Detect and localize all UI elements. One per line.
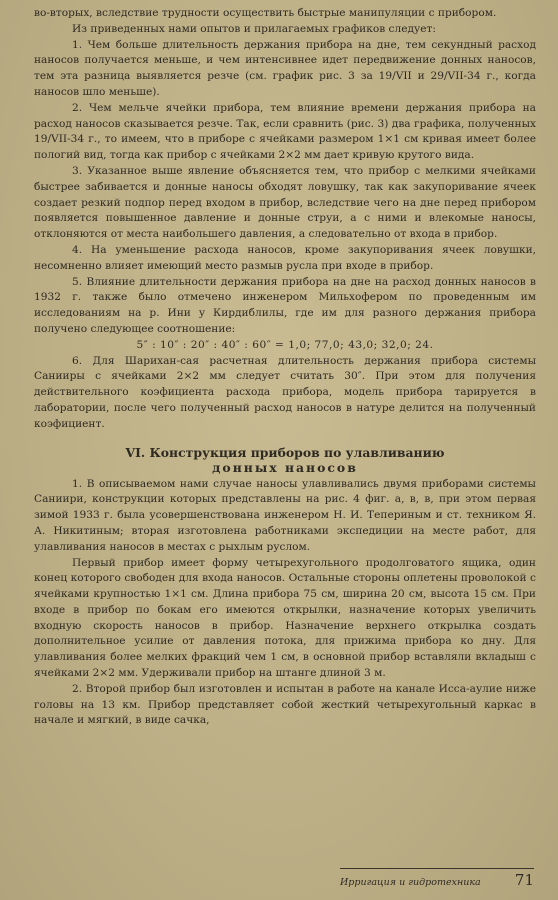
text-paragraph: 5. Влияние длительности держания прибора на дне на расход донных наносов в 1932 г. также было отмечено инженером Мильхофером по проведенным им исследованиям на р. Ини у Кирдиблилы, где им для разного держания прибора получено следующее соотношение: bbox=[34, 275, 536, 335]
text-paragraph: 2. Чем мельче ячейки прибора, тем влияние времени держания прибора на расход наносов сказывается резче. Так, если сравнить (рис. 3) два графика, полученных 19/VII-34 г., то имеем, что в приборе с ячейками размером 1×1 см кривая имеет более пологий вид, тогда как прибор с ячейками 2×2 мм дает кривую крутого вида. bbox=[34, 101, 536, 162]
ratio-formula: 5″ : 10″ : 20″ : 40″ : 60″ = 1,0; 77,0; 43,0; 32,0; 24. bbox=[136, 338, 434, 351]
journal-title: Ирригация и гидротехника bbox=[340, 877, 481, 888]
text-paragraph: Из приведенных нами опытов и прилагаемых графиков следует: bbox=[72, 22, 436, 35]
text-paragraph: 1. Чем больше длительность держания прибора на дне, тем секундный расход наносов получается меньше, и чем интенсивнее идет передвижение донных наносов, тем эта разница выявляется резче (см. график рис. 3 за 19/VII и 29/VII-34 г., когда наносов шло меньше). bbox=[34, 38, 536, 98]
text-paragraph: 4. На уменьшение расхода наносов, кроме закупоривания ячеек ловушки, несомненно влияет имеющий место размыв русла при входе в прибор. bbox=[34, 243, 536, 272]
page-number: 71 bbox=[514, 871, 534, 889]
section-heading bbox=[34, 445, 536, 475]
section-gap bbox=[34, 433, 536, 445]
text-paragraph: 6. Для Шарихан-сая расчетная длительность держания прибора системы Санииры с ячейками 2×2 мм следует считать 30″. При этом для получения действительного коэфициента расхода прибора, модель прибора тарируется в лаборатории, после чего полученный расход наносов в натуре делится на полученный коэфициент. bbox=[34, 354, 536, 430]
page-footer bbox=[340, 868, 534, 889]
section-heading-line1: VI. Конструкция приборов по улавливанию bbox=[125, 444, 445, 460]
text-line: во-вторых, вследствие трудности осуществить быстрые манипуляции с прибором. bbox=[34, 7, 497, 19]
text-paragraph: 3. Указанное выше явление объясняется тем, что прибор с мелкими ячейками быстрее забивается и донные наносы обходят ловушку, так как закупоривание ячеек создает резкий подпор перед входом в прибор, вследствие чего на дне перед прибором появляется повышенное давление и донные струи, а с ними и влекомые наносы, отклоняются от места наибольшего давления, а следовательно от входа в прибор. bbox=[34, 164, 536, 241]
text-paragraph: 2. Второй прибор был изготовлен и испытан в работе на канале Исса-аулие ниже головы на 13 км. Прибор представляет собой жесткий четырехугольный каркас в начале и мягкий, в виде сачка, bbox=[34, 682, 536, 727]
text-paragraph: 1. В описываемом нами случае наносы улавливались двумя приборами системы Саниири, конструкции которых представлены на рис. 4 фиг. а, в, в, при этом первая зимой 1933 г. была усовершенствована инженером Н. И. Тепериным и ст. техником Я. А. Никитиным; вторая изготовлена работниками экспедиции на месте работ, для улавливания наносов в местах с рыхлым руслом. bbox=[34, 477, 536, 553]
text-paragraph: Первый прибор имеет форму четырехугольного продолговатого ящика, один конец которого свободен для входа наносов. Остальные стороны оплетены проволокой с ячейками крупностью 1×1 см. Длина прибора 75 см, ширина 20 см, высота 15 см. При входе в прибор по бокам его имеются открылки, назначение которых увеличить входную скорость наносов в прибор. Назначение верхнего открылка создать дополнительное усилие от давления потока, для прижима прибора ко дну. Для улавливания более мелких фракций чем 1 см, в основной прибор вставляли вкладыш с ячейками 2×2 мм. Удерживали прибор на штанге длиной 3 м. bbox=[34, 556, 536, 680]
section-heading-line2: донных наносов bbox=[212, 459, 358, 475]
